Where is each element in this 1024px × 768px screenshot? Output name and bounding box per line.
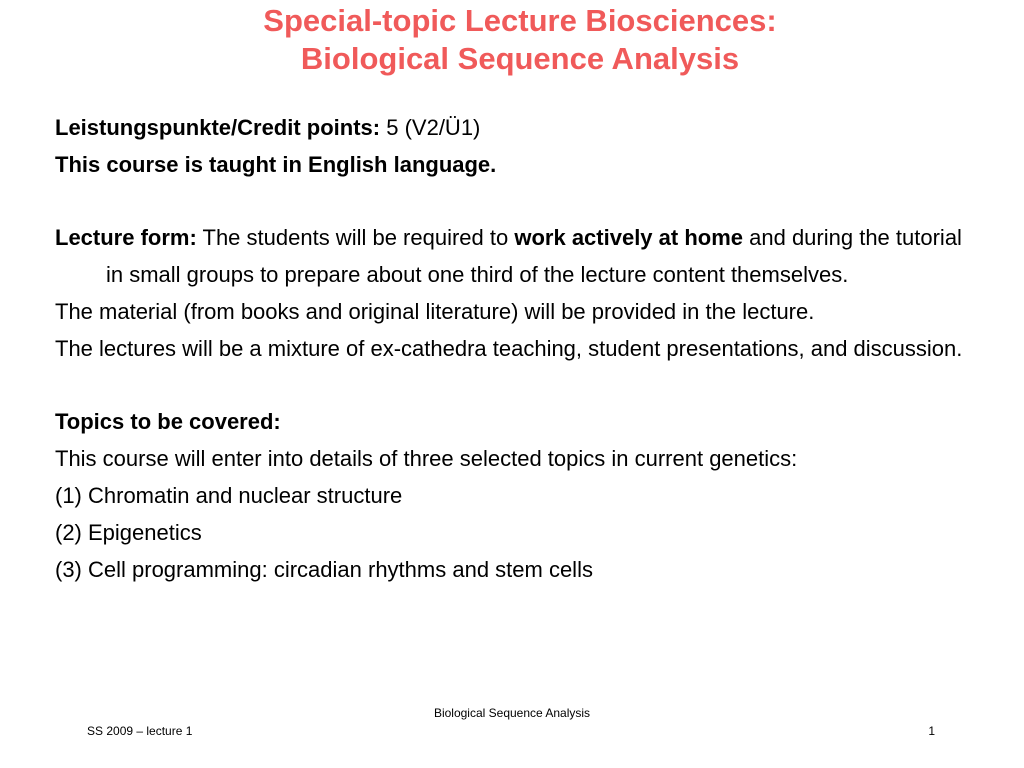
credit-points-label: Leistungspunkte/Credit points: bbox=[55, 115, 381, 140]
language-note: This course is taught in English language. bbox=[55, 151, 497, 177]
topic-item-1: (1) Chromatin and nuclear structure bbox=[55, 482, 403, 508]
credit-points-line bbox=[55, 110, 985, 147]
slide-title-line-1: Special-topic Lecture Biosciences: bbox=[263, 3, 777, 38]
footer-page-number: 1 bbox=[928, 724, 935, 738]
slide-title-line-2: Biological Sequence Analysis bbox=[300, 41, 740, 76]
slide-title bbox=[0, 2, 1024, 78]
footer-course-title: Biological Sequence Analysis bbox=[433, 706, 591, 720]
slide-body bbox=[55, 110, 985, 588]
topic-item-3: (3) Cell programming: circadian rhythms and stem cells bbox=[55, 556, 593, 582]
lecture-form-label: Lecture form: bbox=[55, 225, 197, 251]
material-note: The material (from books and original literature) will be provided in the lecture. bbox=[55, 298, 815, 324]
footer-lecture-label: SS 2009 – lecture 1 bbox=[87, 724, 193, 738]
topics-intro: This course will enter into details of three selected topics in current genetics: bbox=[55, 446, 798, 472]
lecture-form-emphasis: work actively at home bbox=[514, 225, 744, 251]
spacer bbox=[55, 368, 985, 405]
credit-points-value: 5 (V2/Ü1) bbox=[380, 115, 481, 140]
topic-item-2: (2) Epigenetics bbox=[55, 519, 202, 545]
topics-heading: Topics to be covered: bbox=[55, 409, 281, 435]
lecture-form-text-2: and during the tutorial in small groups to prepare about one third of the lecture content themselves. bbox=[106, 225, 962, 288]
lecture-form-paragraph bbox=[55, 220, 985, 294]
lectures-note: The lectures will be a mixture of ex-cathedra teaching, student presentations, and discussion. bbox=[55, 335, 963, 361]
spacer bbox=[55, 184, 985, 221]
lecture-form-text-1: The students will be required to bbox=[196, 225, 515, 251]
